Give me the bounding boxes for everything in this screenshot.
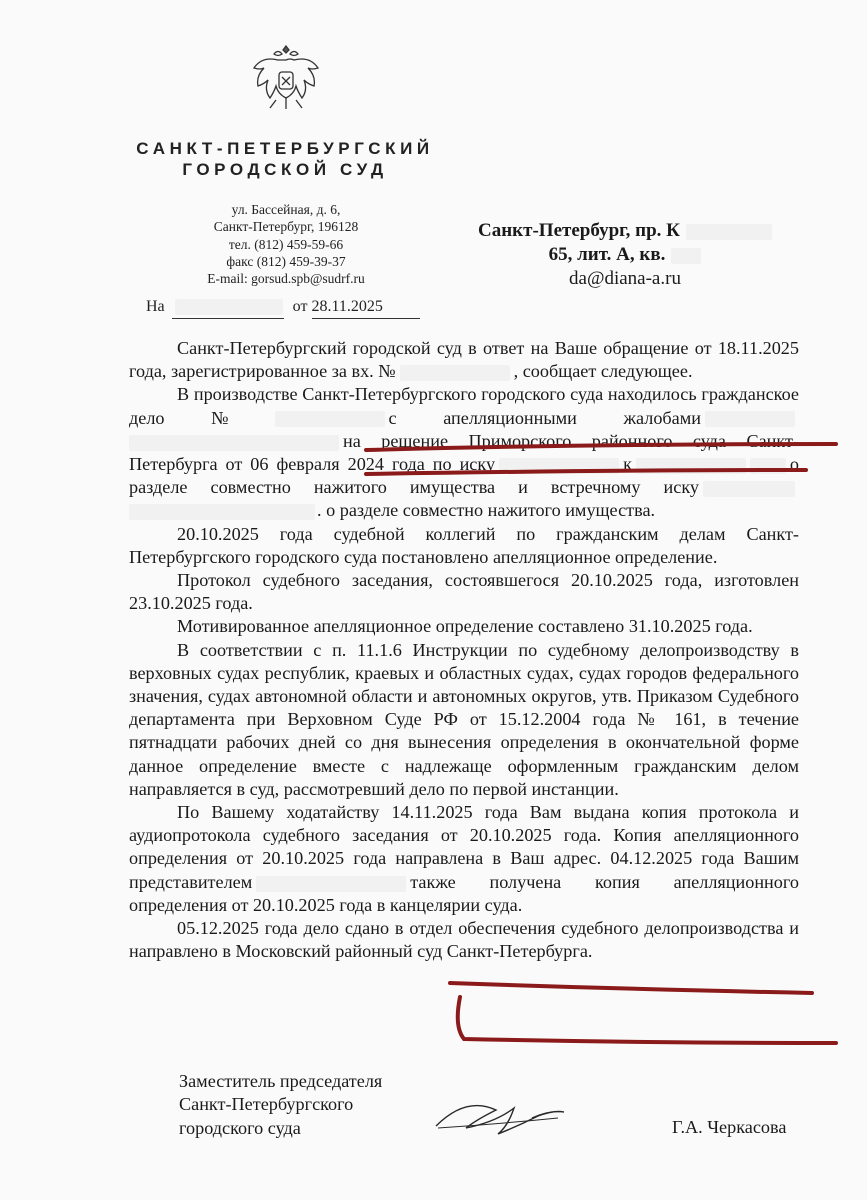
reference-line <box>146 298 383 316</box>
paragraph-4: Протокол судебного заседания, состоявшегося 20.10.2025 года, изготовлен 23.10.2025 года. <box>129 570 799 614</box>
address-street: ул. Бассейная, д. 6, <box>231 202 341 217</box>
court-name-line2: ГОРОДСКОЙ СУД <box>182 160 388 179</box>
reference-from: от <box>292 298 308 315</box>
paragraph-6: В соответствии с п. 11.1.6 Инструкции по судебному делопроизводству в верховных судах республик, краевых и областных судах, судах городов федерального значения, судах автономной области и автономных округов, утв. Приказом Судебного департамента при Верховном Суде РФ от 15.12.2004 года № 161, в течение пятнадцати рабочих дней со дня вынесения определения в окончательной форме данное определение вместе с надлежаще оформленным гражданским делом направляется в суд, рассмотревший дело по первой инстанции. <box>129 639 799 799</box>
paragraph-7: По Вашему ходатайству 14.11.2025 года Вам выдана копия протокола и аудиопротокола судебного заседания от 20.10.2025 года. Копия апелляционного определения от 20.10.2025 года направлена в Ваш адрес. 04.12.2025 года Вашим представителем также получена копия апелляционного определения от 20.10.2025 года в канцелярии суда. <box>129 802 799 915</box>
reference-prefix: На <box>146 298 165 315</box>
coat-of-arms-icon <box>248 42 324 118</box>
signatory-title <box>179 1070 382 1140</box>
signatory-title-line3: городского суда <box>179 1117 301 1138</box>
court-address <box>186 201 386 287</box>
reference-underline-number <box>172 318 284 319</box>
paragraph-1: Санкт-Петербургский городской суд в ответ на Ваше обращение от 18.11.2025 года, зарегистрированное за вх. № , сообщает следующее. <box>129 338 799 382</box>
signatory-name: Г.А. Черкасова <box>672 1117 787 1137</box>
handwritten-signature <box>428 1088 598 1148</box>
recipient-block <box>445 219 805 291</box>
recipient-email: da@diana-a.ru <box>569 268 681 289</box>
court-name-line1: САНКТ-ПЕТЕРБУРГСКИЙ <box>136 139 434 158</box>
redacted-number <box>175 299 283 315</box>
letter-body <box>129 337 799 963</box>
signatory-title-line1: Заместитель председателя <box>179 1071 383 1091</box>
paragraph-5: Мотивированное апелляционное определение составлено 31.10.2025 года. <box>177 616 753 637</box>
marker-bracket <box>458 997 836 1043</box>
address-fax: факс (812) 459-39-37 <box>226 253 346 269</box>
recipient-line2: 65, лит. А, кв. <box>445 243 805 267</box>
paragraph-3: 20.10.2025 года судебной коллегий по гражданским делам Санкт-Петербургского городского суда постановлено апелляционное определение. <box>129 523 799 567</box>
reference-underline-date <box>312 318 420 319</box>
marker-underline-3 <box>450 983 812 993</box>
address-city: Санкт-Петербург, 196128 <box>213 219 359 235</box>
address-phone: тел. (812) 459-59-66 <box>228 236 344 252</box>
signatory-title-line2: Санкт-Петербургского <box>179 1094 354 1115</box>
address-email: E-mail: gorsud.spb@sudrf.ru <box>207 271 365 287</box>
recipient-line1: Санкт-Петербург, пр. К <box>445 219 805 243</box>
paragraph-8: 05.12.2025 года дело сдано в отдел обеспечения судебного делопроизводства и направлено в Московский районный суд Санкт-Петербурга. <box>129 918 799 962</box>
reference-date: 28.11.2025 <box>311 298 383 315</box>
paragraph-2: В производстве Санкт-Петербургского городского суда находилось гражданское дело № с апелляционными жалобамина решение Приморского районного суда Санкт-Петербурга от 06 февраля 2024 года по иску к о разделе совместно нажитого имущества и встречному иску. о разделе совместно нажитого имущества. <box>129 384 799 521</box>
